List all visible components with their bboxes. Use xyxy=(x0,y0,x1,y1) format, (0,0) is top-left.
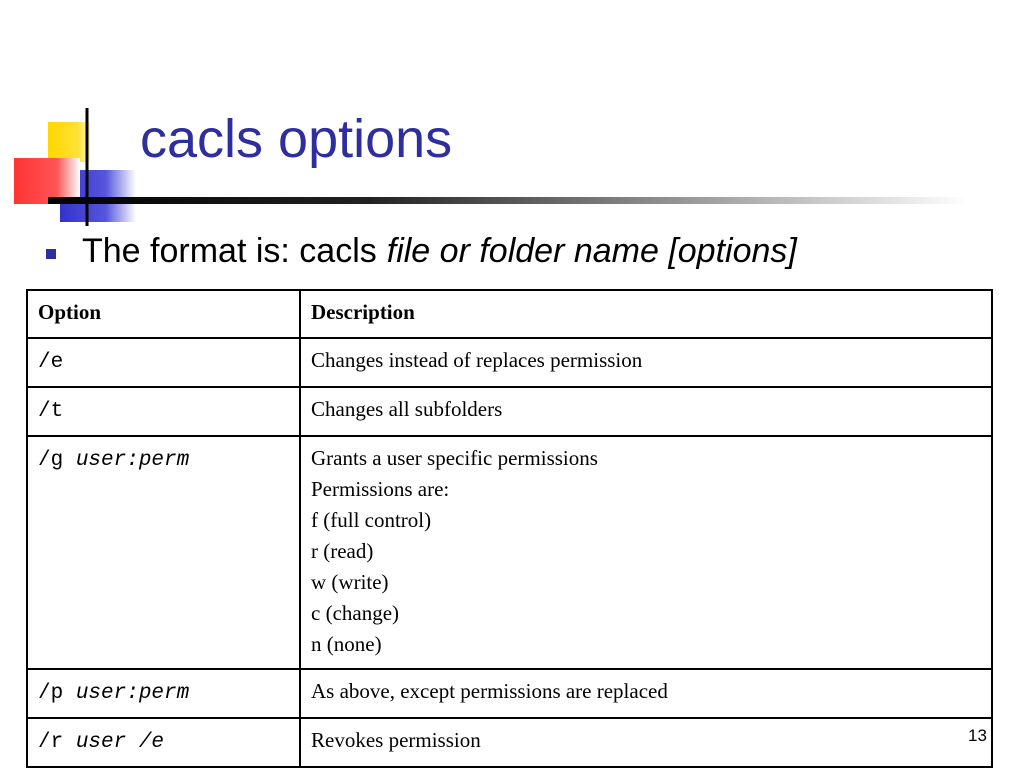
option-code: /t xyxy=(38,400,64,423)
description-line: n (none) xyxy=(311,632,382,656)
options-table xyxy=(26,289,993,768)
slide-title: cacls options xyxy=(140,109,453,169)
option-argument: user:perm xyxy=(75,449,190,472)
description-line: Changes instead of replaces permission xyxy=(311,348,643,372)
description-cell xyxy=(300,718,992,767)
page-number: 13 xyxy=(968,726,987,745)
description-line: f (full control) xyxy=(311,508,432,532)
table-row xyxy=(27,669,992,718)
description-line: Revokes permission xyxy=(311,728,481,752)
option-cell xyxy=(27,718,300,767)
format-bullet xyxy=(46,232,797,271)
option-code: /g xyxy=(38,449,76,472)
table-body xyxy=(27,338,992,767)
logo-yellow-square xyxy=(48,122,90,162)
bullet-italic-text: file or folder name [options] xyxy=(386,232,797,270)
option-argument: user /e xyxy=(75,731,165,754)
option-code: /r xyxy=(38,731,76,754)
description-line: Permissions are: xyxy=(311,477,450,501)
description-line: w (write) xyxy=(311,570,389,594)
option-cell xyxy=(27,436,300,669)
description-cell xyxy=(300,436,992,669)
table-row xyxy=(27,718,992,767)
description-cell xyxy=(300,338,992,387)
table-row xyxy=(27,387,992,436)
table-row xyxy=(27,338,992,387)
option-code: /p xyxy=(38,682,76,705)
description-cell xyxy=(300,669,992,718)
option-code: /e xyxy=(38,351,64,374)
option-cell xyxy=(27,338,300,387)
description-line: r (read) xyxy=(311,539,374,563)
header-description: Description xyxy=(300,290,992,338)
title-underline-rule xyxy=(48,197,968,204)
option-cell xyxy=(27,669,300,718)
header-option: Option xyxy=(27,290,300,338)
square-bullet-icon xyxy=(46,249,56,259)
description-line: Grants a user specific permissions xyxy=(311,446,598,470)
option-cell xyxy=(27,387,300,436)
decorative-squares-logo-icon xyxy=(0,100,150,230)
option-argument: user:perm xyxy=(75,682,190,705)
description-cell xyxy=(300,387,992,436)
description-line: c (change) xyxy=(311,601,400,625)
description-line: As above, except permissions are replaced xyxy=(311,679,668,703)
bullet-prefix-text: The format is: cacls xyxy=(82,232,377,270)
description-line: Changes all subfolders xyxy=(311,397,503,421)
table-row xyxy=(27,436,992,669)
table-header-row xyxy=(27,290,992,338)
